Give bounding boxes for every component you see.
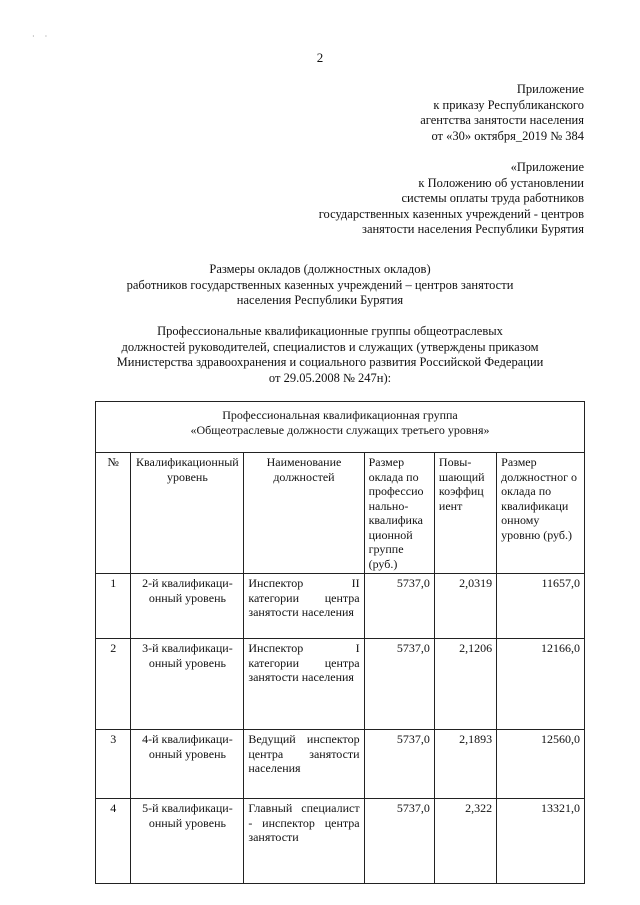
subtitle-line: от 29.05.2008 № 247н): [268, 370, 392, 385]
row-level: 4-й квалификаци-онный уровень [131, 730, 244, 799]
table-row [96, 574, 585, 639]
document-title [0, 262, 640, 309]
group-title-line: Профессиональная квалификационная группа [222, 408, 458, 422]
header-salary: Размер должностног о оклада по квалификаци онному уровню (руб.) [497, 453, 585, 574]
row-base-salary: 5737,0 [364, 799, 434, 884]
row-num: 3 [96, 730, 131, 799]
regulation-line: к Положению об установлении [418, 175, 584, 190]
row-base-salary: 5737,0 [364, 730, 434, 799]
salary-table [95, 401, 585, 884]
row-coefficient: 2,322 [434, 799, 496, 884]
row-level: 5-й квалификаци-онный уровень [131, 799, 244, 884]
subtitle-line: Профессиональные квалификационные группы общеотраслевых [157, 324, 503, 338]
table-row [96, 639, 585, 730]
page-number: 2 [316, 50, 324, 65]
row-base-salary: 5737,0 [364, 639, 434, 730]
group-header-cell [96, 402, 585, 453]
group-title-line: «Общеотраслевые должности служащих третьего уровня» [190, 422, 490, 437]
regulation-line: государственных казенных учреждений - центров [318, 206, 584, 221]
row-level: 2-й квалификаци-онный уровень [131, 574, 244, 639]
regulation-line: «Приложение [510, 160, 584, 174]
attachment-line: агентства занятости населения [420, 113, 584, 127]
row-position: Главный специалист - инспектор центра занятости [244, 799, 364, 884]
header-position: Наименование должностей [244, 453, 364, 574]
order-attachment-note [420, 82, 584, 144]
header-level: Квалификационный уровень [131, 453, 244, 574]
subtitle-line: должностей руководителей, специалистов и служащих (утверждены приказом [121, 339, 539, 354]
row-coefficient: 2,1206 [434, 639, 496, 730]
document-subtitle [90, 324, 570, 386]
table-row [96, 799, 585, 884]
row-salary: 11657,0 [497, 574, 585, 639]
row-coefficient: 2,1893 [434, 730, 496, 799]
table-row [96, 730, 585, 799]
row-coefficient: 2,0319 [434, 574, 496, 639]
row-level: 3-й квалификаци-онный уровень [131, 639, 244, 730]
attachment-line: от «30» октября_2019 № 384 [431, 128, 584, 143]
column-header-row [96, 453, 585, 574]
subtitle-line: Министерства здравоохранения и социального развития Российской Федерации [116, 355, 544, 369]
group-header-row [96, 402, 585, 453]
title-line: работников государственных казенных учреждений – центров занятости [126, 277, 514, 292]
row-base-salary: 5737,0 [364, 574, 434, 639]
attachment-line: к приказу Республиканского [433, 97, 584, 112]
row-position: Инспектор I категории центра занятости населения [244, 639, 364, 730]
regulation-line: системы оплаты труда работников [401, 191, 584, 205]
header-coefficient: Повы-шающий коэффиц иент [434, 453, 496, 574]
title-line: населения Республики Бурятия [236, 293, 404, 307]
row-position: Инспектор II категории центра занятости населения [244, 574, 364, 639]
header-base-salary: Размер оклада по профессио нально-квалифика ционной группе (руб.) [364, 453, 434, 574]
row-num: 1 [96, 574, 131, 639]
header-num: № [96, 453, 131, 574]
scan-marks: · · [32, 32, 52, 41]
row-salary: 12560,0 [497, 730, 585, 799]
regulation-attachment-note [319, 160, 584, 238]
row-salary: 13321,0 [497, 799, 585, 884]
row-num: 4 [96, 799, 131, 884]
row-salary: 12166,0 [497, 639, 585, 730]
row-position: Ведущий инспектор центра занятости населения [244, 730, 364, 799]
title-line: Размеры окладов (должностных окладов) [209, 262, 431, 276]
row-num: 2 [96, 639, 131, 730]
attachment-line: Приложение [516, 82, 584, 96]
regulation-line: занятости населения Республики Бурятия [362, 222, 584, 236]
